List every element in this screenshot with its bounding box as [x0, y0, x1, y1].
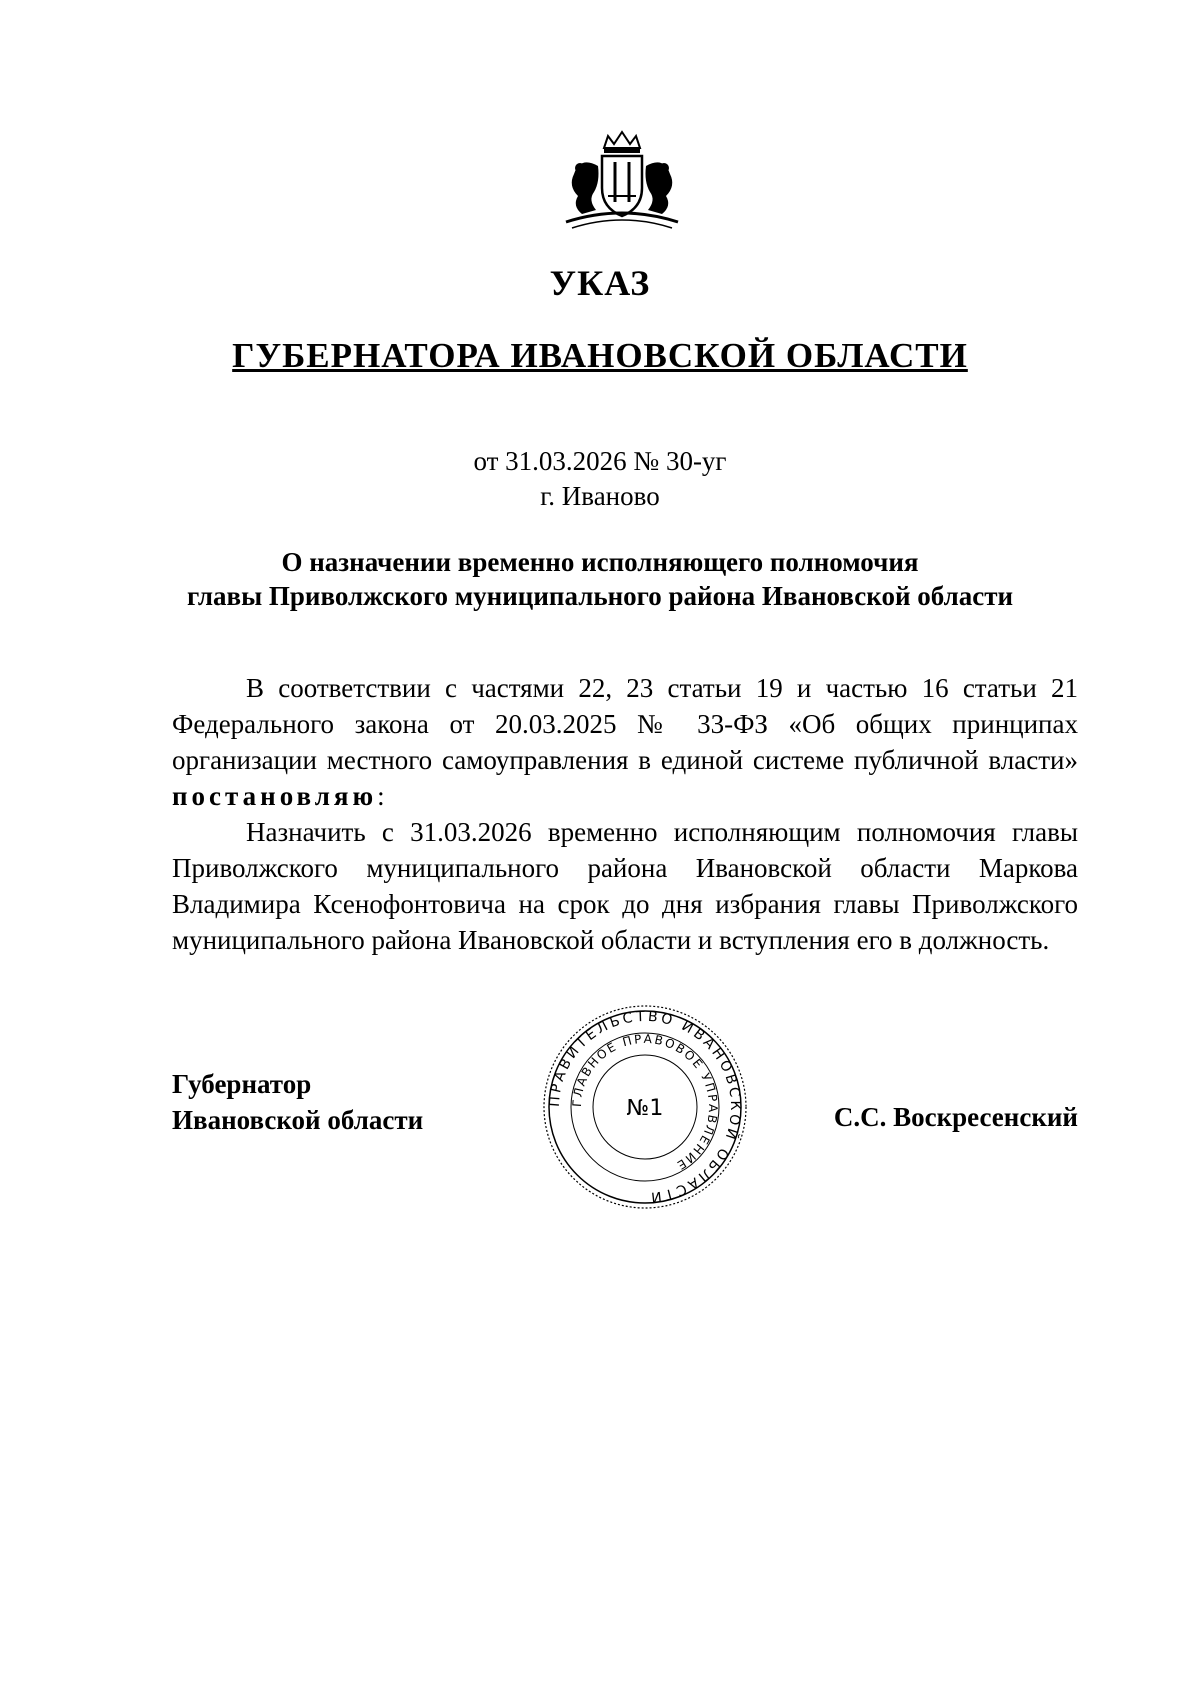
paragraph-2: Назначить с 31.03.2026 временно исполняющим полномочия главы Приволжского муниципального района Ивановской области Маркова Владимира Ксенофонтовича на срок до дня избрания главы Приволжского муниципального района Ивановской области и вступления его в должность.	[172, 817, 1078, 955]
stamp-inner-text: ГЛАВНОЕ ПРАВОВОЕ УПРАВЛЕНИЕ	[569, 1031, 721, 1174]
date-number-line: от 31.03.2026 № 30-уг	[473, 446, 727, 476]
paragraph-1	[172, 670, 1078, 814]
official-stamp	[540, 1002, 750, 1212]
decree-keyword: постановляю	[172, 781, 378, 811]
coat-of-arms-icon	[552, 126, 692, 232]
document-subject	[0, 545, 1200, 613]
city-line: г. Иваново	[540, 481, 660, 511]
document-issuer: ГУБЕРНАТОРА ИВАНОВСКОЙ ОБЛАСТИ	[232, 336, 968, 375]
document-body	[172, 670, 1078, 958]
paragraph-1-end: :	[377, 781, 385, 811]
stamp-outer-text: ПРАВИТЕЛЬСТВО ИВАНОВСКОЙ ОБЛАСТИ	[546, 1008, 744, 1206]
subject-line-1: О назначении временно исполняющего полномочия	[281, 547, 919, 577]
document-title: УКАЗ	[549, 263, 651, 303]
position-line-1: Губернатор	[172, 1069, 312, 1099]
signatory-position	[172, 1066, 423, 1138]
stamp-number: №1	[626, 1096, 664, 1121]
subject-line-2: главы Приволжского муниципального района Ивановской области	[186, 581, 1014, 611]
signatory-name: С.С. Воскресенский	[833, 1102, 1078, 1132]
paragraph-1-text: В соответствии с частями 22, 23 статьи 19 и частью 16 статьи 21 Федерального закона от 20.03.2025 № 33-ФЗ «Об общих принципах организации местного самоуправления в единой системе публичной власти»	[172, 673, 1078, 775]
position-line-2: Ивановской области	[172, 1105, 424, 1135]
